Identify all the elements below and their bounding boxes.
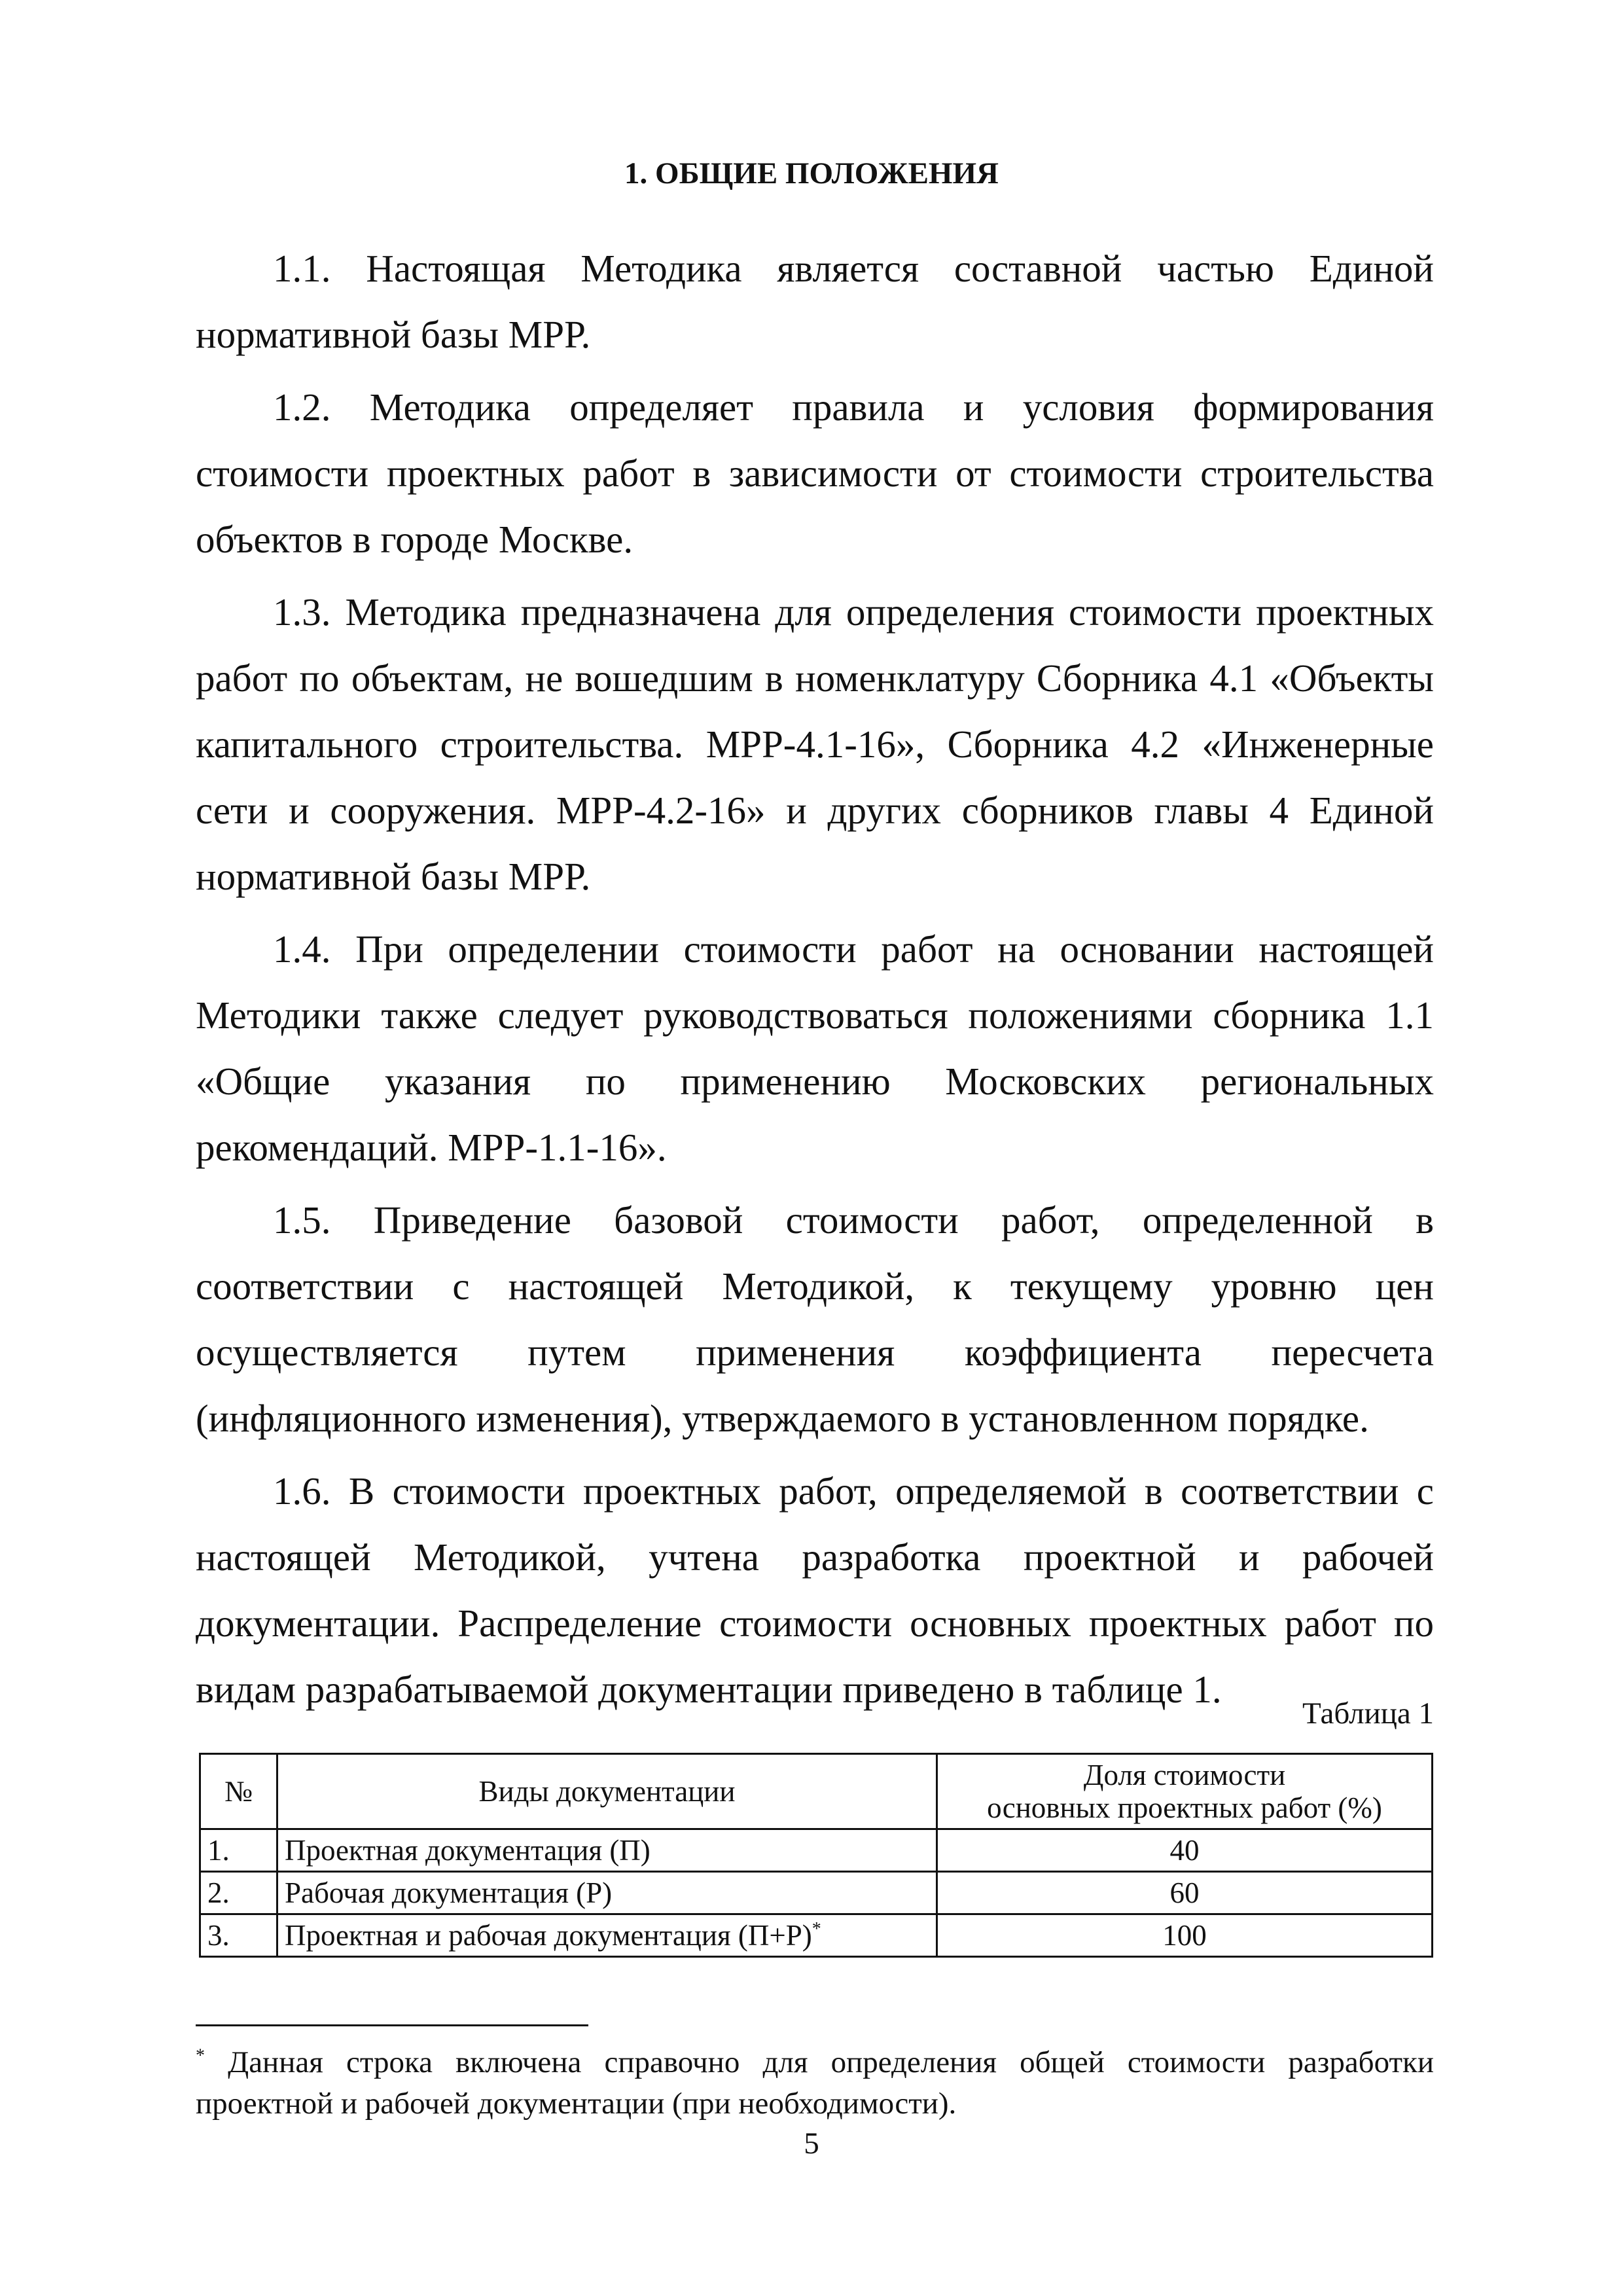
row-number: 1. [200,1829,277,1872]
row-cost-share: 100 [937,1914,1433,1957]
header-cost-share-line1: Доля стоимости [1083,1759,1286,1791]
row-number: 3. [200,1914,277,1957]
row-documentation-type: Рабочая документация (Р) [277,1872,937,1914]
header-documentation-type: Виды документации [277,1754,937,1829]
footnote [196,2042,1434,2125]
row-cost-share: 60 [937,1872,1433,1914]
table-row [200,1829,1433,1872]
row-documentation-type: Проектная и рабочая документация (П+Р) [285,1919,812,1952]
paragraph-1-6: 1.6. В стоимости проектных работ, определяемой в соответствии с настоящей Методикой, учтена разработка проектной и рабочей документации. Распределение стоимости основных проектных работ по видам разрабатываемой документации приведено в таблице 1. [196,1469,1434,1711]
section-heading: 1. ОБЩИЕ ПОЛОЖЕНИЯ [624,156,999,190]
header-number: № [200,1754,277,1829]
header-cost-share [937,1754,1433,1829]
footnote-reference-mark: * [812,1919,821,1939]
header-cost-share-line2: основных проектных работ (%) [987,1791,1382,1824]
footnote-divider [196,2024,588,2026]
footnote-mark: * [196,2045,205,2066]
row-documentation-type-cell [277,1914,937,1957]
row-documentation-type: Проектная документация (П) [277,1829,937,1872]
paragraph-1-3: 1.3. Методика предназначена для определения стоимости проектных работ по объектам, не вошедшим в номенклатуру Сборника 4.1 «Объекты капитального строительства. МРР-4.1-16», Сборника 4.2 «Инженерные сети и сооружения. МРР-4.2-16» и других сборников главы 4 Единой нормативной базы МРР. [196,590,1434,898]
footnote-text: Данная строка включена справочно для определения общей стоимости разработки проектной и рабочей документации (при необходимости). [196,2045,1434,2121]
table-row [200,1914,1433,1957]
page-number: 5 [804,2126,819,2161]
row-number: 2. [200,1872,277,1914]
section-body [196,236,1434,1729]
row-cost-share: 40 [937,1829,1433,1872]
paragraph-1-5: 1.5. Приведение базовой стоимости работ, определенной в соответствии с настоящей Методикой, к текущему уровню цен осуществляется путем применения коэффициента пересчета (инфляционного изменения), утверждаемого в установленном порядке. [196,1198,1434,1440]
table-header-row [200,1754,1433,1829]
paragraph-1-4: 1.4. При определении стоимости работ на основании настоящей Методики также следует руководствоваться положениями сборника 1.1 «Общие указания по применению Московских региональных рекомендаций. МРР-1.1-16». [196,927,1434,1169]
documentation-share-table [199,1753,1433,1958]
table-row [200,1872,1433,1914]
paragraph-1-1: 1.1. Настоящая Методика является составной частью Единой нормативной базы МРР. [196,247,1434,356]
table-caption: Таблица 1 [1302,1696,1434,1731]
paragraph-1-2: 1.2. Методика определяет правила и условия формирования стоимости проектных работ в зависимости от стоимости строительства объектов в городе Москве. [196,386,1434,561]
